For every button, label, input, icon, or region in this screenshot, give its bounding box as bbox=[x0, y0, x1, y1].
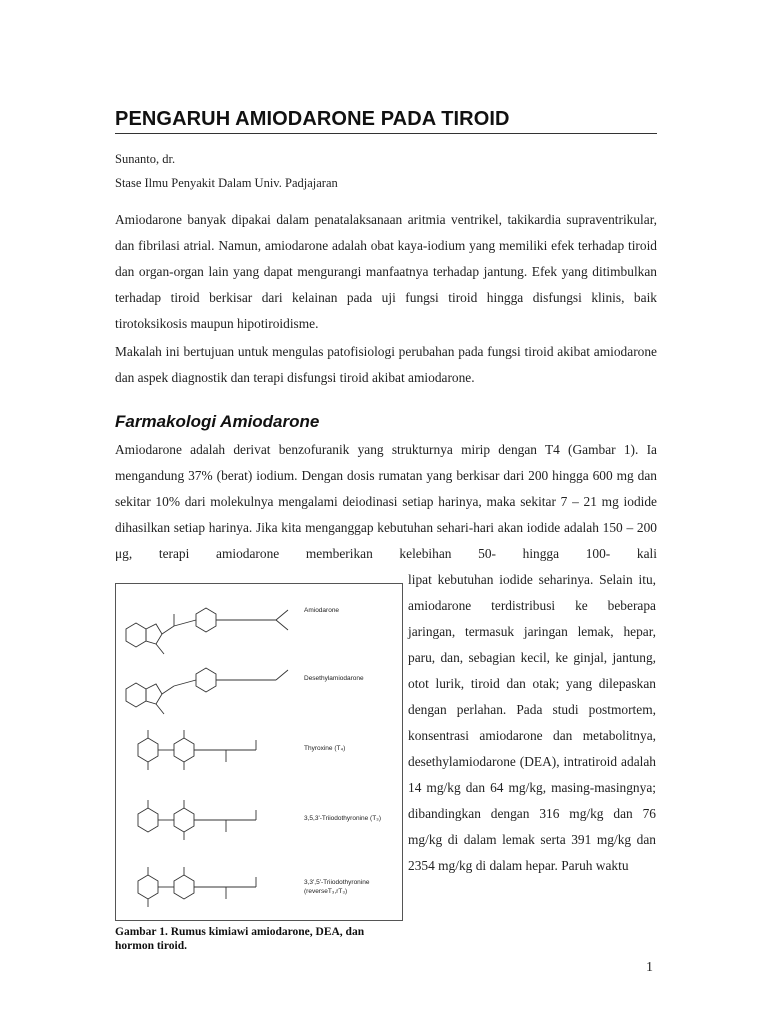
intro-paragraph-1: Amiodarone banyak dipakai dalam penatalaksanaan aritmia ventrikel, takikardia supraventrikular, dan fibrilasi atrial. Namun, amiodarone adalah obat kaya-iodium yang memiliki efek terhadap tiroid dan organ-organ lain yang dapat mengurangi manfaatnya terhadap jantung. Efek yang ditimbulkan terhadap tiroid berkisar dari kelainan pada uji fungsi tiroid hingga disfungsi klinis, baik tirotoksikosis maupun hipotiroidisme. bbox=[115, 212, 657, 331]
section-paragraph-wrapped: lipat kebutuhan iodide seharinya. Selain itu, amiodarone terdistribusi ke beberapa jaringan, termasuk jaringan lemak, hepar, paru, dan, sebagian kecil, ke ginjal, jantung, otot lurik, tiroid dan otak; yang dilepaskan dengan perlahan. Pada studi postmortem, konsentrasi amiodarone dan metabolitnya, desethylamiodarone (DEA), intratiroid adalah 14 mg/kg dan 64 mg/kg, masing-masingnya; dibandingkan dengan 316 mg/kg dan 76 mg/kg di dalam lemak serta 391 mg/kg dan 2354 mg/kg di dalam hepar. Paruh waktu bbox=[408, 572, 656, 873]
label-reverse-t3-line2: (reverseT₃,rT₃) bbox=[304, 888, 348, 895]
page-title: PENGARUH AMIODARONE PADA TIROID bbox=[115, 108, 510, 130]
section-paragraph: Amiodarone adalah derivat benzofuranik yang strukturnya mirip dengan T4 (Gambar 1). Ia mengandung 37% (berat) iodium. Dengan dosis rumatan yang berkisar dari 200 hingga 600 mg dan sekitar 10% dari molekulnya mengalami deiodinasi setiap harinya, maka sekitar 7 – 21 mg iodide dihasilkan setiap harinya. Jika kita menganggap kebutuhan sehari-hari akan iodide adalah 150 – 200 μg, terapi amiodarone memberikan kelebihan 50- hingga 100- kali bbox=[115, 442, 657, 561]
chemical-structures-figure bbox=[115, 583, 403, 921]
page-number: 1 bbox=[646, 960, 653, 975]
label-triiodothyronine: 3,5,3'-Triiodothyronine (T₃) bbox=[304, 815, 381, 822]
figure-caption: Gambar 1. Rumus kimiawi amiodarone, DEA, dan hormon tiroid. bbox=[115, 926, 365, 952]
label-thyroxine: Thyroxine (T₄) bbox=[304, 745, 346, 752]
label-amiodarone: Amiodarone bbox=[304, 607, 340, 614]
label-reverse-t3-line1: 3,3',5'-Triiodothyronine bbox=[304, 879, 370, 886]
structures-drawing bbox=[116, 584, 402, 920]
author-name: Sunanto, dr. bbox=[115, 152, 176, 166]
author-affiliation: Stase Ilmu Penyakit Dalam Univ. Padjajaran bbox=[115, 176, 338, 190]
section-heading: Farmakologi Amiodarone bbox=[115, 412, 320, 431]
label-desethylamiodarone: Desethylamiodarone bbox=[304, 675, 364, 682]
intro-paragraph-2: Makalah ini bertujuan untuk mengulas patofisiologi perubahan pada fungsi tiroid akibat amiodarone dan aspek diagnostik dan terapi disfungsi tiroid akibat amiodarone. bbox=[115, 344, 657, 385]
title-divider bbox=[115, 133, 657, 134]
